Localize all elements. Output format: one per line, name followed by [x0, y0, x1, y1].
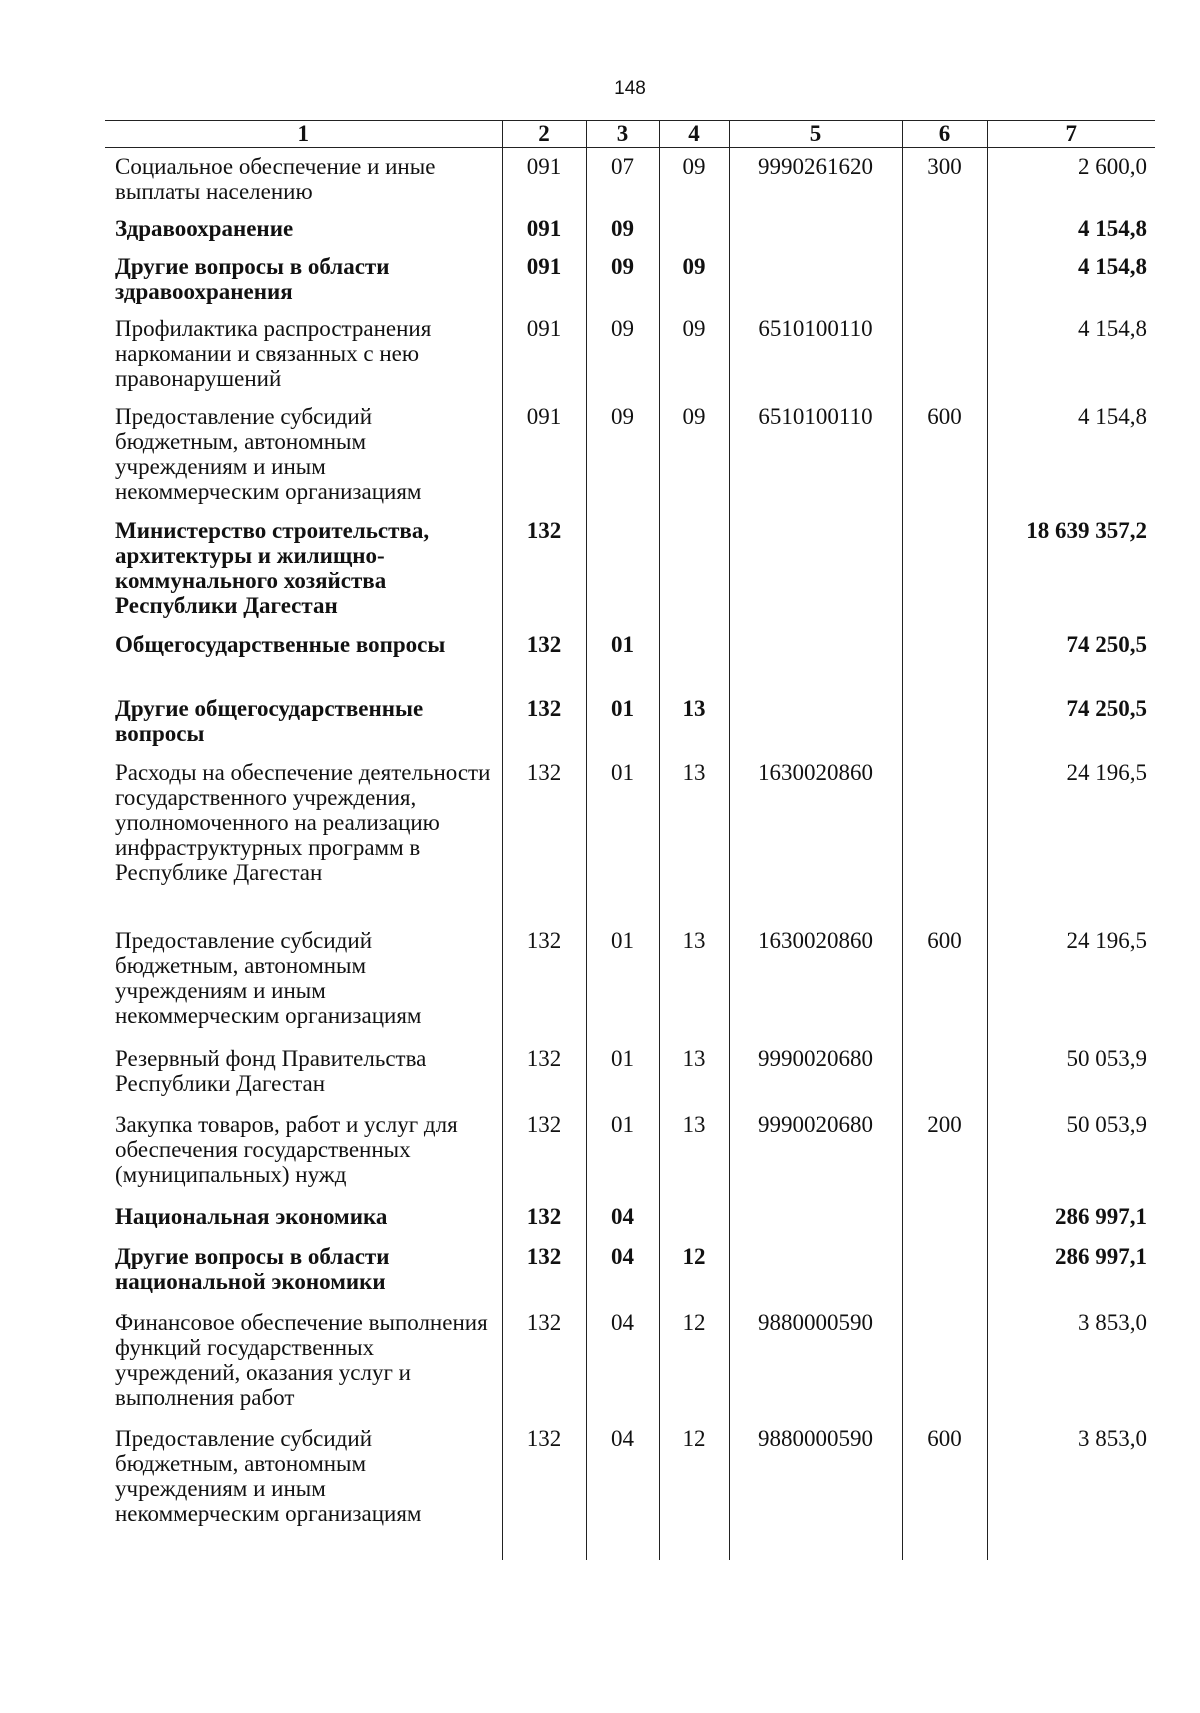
row-ved-cell: 132 — [502, 1106, 586, 1198]
row-pr-cell: 13 — [659, 922, 729, 1040]
page-number: 148 — [614, 78, 646, 99]
row-csr-cell: 6510100110 — [729, 398, 902, 512]
row-name-cell: Национальная экономика — [105, 1198, 502, 1238]
table-row — [105, 310, 1155, 398]
table-row — [105, 1198, 1155, 1238]
row-amount-cell: 50 053,9 — [987, 1040, 1155, 1106]
row-ved-cell: 132 — [502, 512, 586, 626]
row-pr-cell: 12 — [659, 1420, 729, 1560]
row-amount-cell: 74 250,5 — [987, 626, 1155, 690]
row-rz-cell: 04 — [586, 1420, 659, 1560]
table-row — [105, 512, 1155, 626]
row-rz-cell: 01 — [586, 1106, 659, 1198]
table-row — [105, 1238, 1155, 1304]
budget-table — [105, 120, 1155, 1560]
row-vr-cell — [902, 1040, 987, 1106]
row-vr-cell — [902, 210, 987, 248]
row-ved-cell: 132 — [502, 1420, 586, 1560]
row-ved-cell: 132 — [502, 1198, 586, 1238]
row-ved-cell: 091 — [502, 210, 586, 248]
table-row — [105, 210, 1155, 248]
row-amount-cell: 286 997,1 — [987, 1198, 1155, 1238]
row-vr-cell — [902, 1304, 987, 1420]
row-vr-cell — [902, 512, 987, 626]
row-csr-cell — [729, 626, 902, 690]
table-row — [105, 248, 1155, 310]
row-vr-cell: 600 — [902, 398, 987, 512]
table-row — [105, 398, 1155, 512]
table-row — [105, 690, 1155, 754]
row-name-cell: Министерство строительства, архитектуры и жилищно-коммунального хозяйства Республики Дагестан — [105, 512, 502, 626]
row-ved-cell: 091 — [502, 148, 586, 211]
row-amount-cell: 24 196,5 — [987, 754, 1155, 922]
row-pr-cell — [659, 512, 729, 626]
row-rz-cell: 01 — [586, 626, 659, 690]
header-col-6: 6 — [902, 121, 987, 148]
row-csr-cell — [729, 210, 902, 248]
row-rz-cell: 07 — [586, 148, 659, 211]
row-ved-cell: 132 — [502, 690, 586, 754]
row-name-cell: Предоставление субсидий бюджетным, автономным учреждениям и иным некоммерческим организациям — [105, 398, 502, 512]
row-amount-cell: 3 853,0 — [987, 1420, 1155, 1560]
row-pr-cell: 09 — [659, 248, 729, 310]
row-csr-cell: 1630020860 — [729, 754, 902, 922]
row-name-cell: Другие вопросы в области национальной экономики — [105, 1238, 502, 1304]
row-rz-cell — [586, 512, 659, 626]
row-csr-cell: 1630020860 — [729, 922, 902, 1040]
row-name-cell: Предоставление субсидий бюджетным, автономным учреждениям и иным некоммерческим организациям — [105, 1420, 502, 1560]
row-amount-cell: 24 196,5 — [987, 922, 1155, 1040]
row-vr-cell — [902, 626, 987, 690]
row-pr-cell: 09 — [659, 310, 729, 398]
row-rz-cell: 09 — [586, 398, 659, 512]
row-amount-cell: 3 853,0 — [987, 1304, 1155, 1420]
row-vr-cell — [902, 690, 987, 754]
row-csr-cell: 9990020680 — [729, 1106, 902, 1198]
row-ved-cell: 132 — [502, 754, 586, 922]
row-vr-cell — [902, 1238, 987, 1304]
row-pr-cell: 12 — [659, 1304, 729, 1420]
row-csr-cell — [729, 248, 902, 310]
row-rz-cell: 01 — [586, 690, 659, 754]
row-ved-cell: 132 — [502, 1040, 586, 1106]
row-pr-cell: 09 — [659, 148, 729, 211]
row-name-cell: Закупка товаров, работ и услуг для обеспечения государственных (муниципальных) нужд — [105, 1106, 502, 1198]
row-vr-cell: 600 — [902, 1420, 987, 1560]
row-pr-cell: 12 — [659, 1238, 729, 1304]
row-pr-cell: 13 — [659, 1106, 729, 1198]
row-csr-cell: 9990261620 — [729, 148, 902, 211]
table-row — [105, 626, 1155, 690]
row-amount-cell: 2 600,0 — [987, 148, 1155, 211]
row-rz-cell: 01 — [586, 754, 659, 922]
row-name-cell: Социальное обеспечение и иные выплаты населению — [105, 148, 502, 211]
row-amount-cell: 74 250,5 — [987, 690, 1155, 754]
row-csr-cell: 6510100110 — [729, 310, 902, 398]
row-amount-cell: 4 154,8 — [987, 398, 1155, 512]
row-pr-cell — [659, 210, 729, 248]
row-name-cell: Другие общегосударственные вопросы — [105, 690, 502, 754]
table-row — [105, 148, 1155, 211]
row-name-cell: Профилактика распространения наркомании и связанных с нею правонарушений — [105, 310, 502, 398]
row-vr-cell — [902, 1198, 987, 1238]
row-name-cell: Общегосударственные вопросы — [105, 626, 502, 690]
row-rz-cell: 01 — [586, 1040, 659, 1106]
row-ved-cell: 091 — [502, 248, 586, 310]
row-csr-cell — [729, 512, 902, 626]
row-name-cell: Предоставление субсидий бюджетным, автономным учреждениям и иным некоммерческим организациям — [105, 922, 502, 1040]
row-rz-cell: 09 — [586, 310, 659, 398]
row-pr-cell: 13 — [659, 1040, 729, 1106]
row-rz-cell: 09 — [586, 248, 659, 310]
table-row — [105, 1040, 1155, 1106]
row-name-cell: Расходы на обеспечение деятельности государственного учреждения, уполномоченного на реализацию инфраструктурных программ в Республике Дагестан — [105, 754, 502, 922]
row-csr-cell — [729, 1198, 902, 1238]
row-vr-cell — [902, 310, 987, 398]
row-vr-cell — [902, 754, 987, 922]
budget-table-container — [105, 120, 1155, 1570]
row-vr-cell — [902, 248, 987, 310]
row-ved-cell: 132 — [502, 1238, 586, 1304]
row-name-cell: Другие вопросы в области здравоохранения — [105, 248, 502, 310]
row-amount-cell: 50 053,9 — [987, 1106, 1155, 1198]
row-amount-cell: 4 154,8 — [987, 210, 1155, 248]
table-header — [105, 121, 1155, 148]
row-amount-cell: 4 154,8 — [987, 310, 1155, 398]
row-csr-cell: 9990020680 — [729, 1040, 902, 1106]
row-amount-cell: 286 997,1 — [987, 1238, 1155, 1304]
row-csr-cell — [729, 1238, 902, 1304]
row-pr-cell: 13 — [659, 690, 729, 754]
row-rz-cell: 04 — [586, 1238, 659, 1304]
table-row — [105, 1106, 1155, 1198]
row-vr-cell: 200 — [902, 1106, 987, 1198]
row-ved-cell: 132 — [502, 1304, 586, 1420]
row-ved-cell: 132 — [502, 626, 586, 690]
row-csr-cell — [729, 690, 902, 754]
row-name-cell: Финансовое обеспечение выполнения функций государственных учреждений, оказания услуг и выполнения работ — [105, 1304, 502, 1420]
header-col-7: 7 — [987, 121, 1155, 148]
header-col-5: 5 — [729, 121, 902, 148]
table-row — [105, 922, 1155, 1040]
table-row — [105, 1420, 1155, 1560]
row-vr-cell: 300 — [902, 148, 987, 211]
row-pr-cell — [659, 626, 729, 690]
row-rz-cell: 04 — [586, 1304, 659, 1420]
header-col-4: 4 — [659, 121, 729, 148]
row-vr-cell: 600 — [902, 922, 987, 1040]
row-pr-cell: 09 — [659, 398, 729, 512]
row-ved-cell: 132 — [502, 922, 586, 1040]
row-amount-cell: 4 154,8 — [987, 248, 1155, 310]
row-csr-cell: 9880000590 — [729, 1420, 902, 1560]
row-rz-cell: 09 — [586, 210, 659, 248]
row-pr-cell: 13 — [659, 754, 729, 922]
row-amount-cell: 18 639 357,2 — [987, 512, 1155, 626]
row-name-cell: Резервный фонд Правительства Республики Дагестан — [105, 1040, 502, 1106]
row-ved-cell: 091 — [502, 310, 586, 398]
row-name-cell: Здравоохранение — [105, 210, 502, 248]
table-body — [105, 148, 1155, 1561]
row-rz-cell: 01 — [586, 922, 659, 1040]
row-rz-cell: 04 — [586, 1198, 659, 1238]
row-pr-cell — [659, 1198, 729, 1238]
table-row — [105, 754, 1155, 922]
header-col-1: 1 — [105, 121, 502, 148]
row-csr-cell: 9880000590 — [729, 1304, 902, 1420]
header-col-3: 3 — [586, 121, 659, 148]
header-col-2: 2 — [502, 121, 586, 148]
table-row — [105, 1304, 1155, 1420]
row-ved-cell: 091 — [502, 398, 586, 512]
